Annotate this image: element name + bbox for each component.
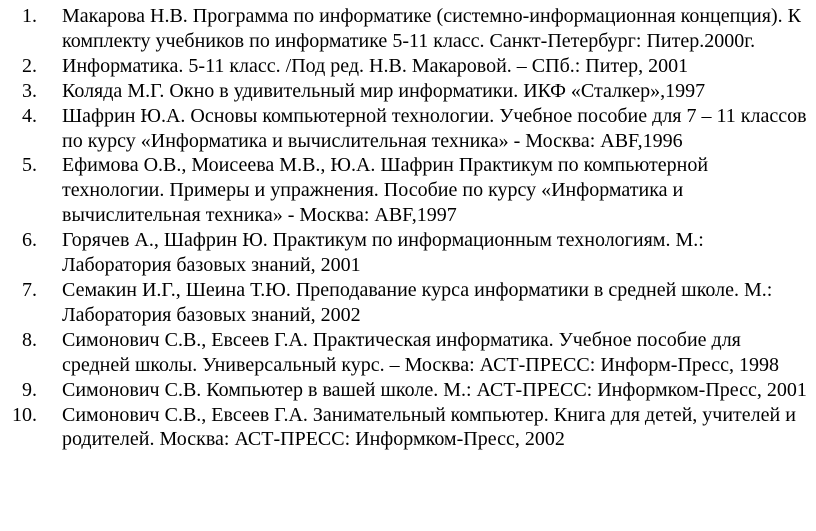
reference-text: Симонович С.В., Евсеев Г.А. Занимательный компьютер. Книга для детей, учителей и родителей. Москва: АСТ-ПРЕСС: Информком-Пресс, 2002 bbox=[62, 403, 796, 451]
reference-number: 2. bbox=[22, 54, 37, 77]
reference-text: Семакин И.Г., Шеина Т.Ю. Преподавание курса информатики в средней школе. М.: Лаборатория базовых знаний, 2002 bbox=[62, 278, 773, 326]
reference-number: 3. bbox=[22, 79, 37, 102]
reference-list bbox=[0, 4, 816, 452]
reference-item-2 bbox=[0, 54, 816, 79]
reference-number: 6. bbox=[22, 229, 37, 252]
reference-text: Симонович С.В., Евсеев Г.А. Практическая информатика. Учебное пособие для средней школы. Универсальный курс. – Москва: АСТ-ПРЕСС: Информ-Пресс, 1998 bbox=[62, 328, 780, 376]
reference-number: 9. bbox=[22, 378, 37, 401]
reference-item-10 bbox=[0, 403, 816, 453]
reference-text: Макарова Н.В. Программа по информатике (системно-информационная концепция). К комплекту учебников по информатике 5-11 класс. Санкт-Петербург: Питер.2000г. bbox=[62, 5, 801, 52]
reference-item-7 bbox=[0, 278, 816, 328]
reference-item-9 bbox=[0, 378, 816, 403]
reference-item-6 bbox=[0, 228, 816, 278]
reference-item-8 bbox=[0, 328, 816, 378]
reference-text: Коляда М.Г. Окно в удивительный мир информатики. ИКФ «Сталкер»,1997 bbox=[62, 79, 706, 102]
reference-text: Информатика. 5-11 класс. /Под ред. Н.В. Макаровой. – СПб.: Питер, 2001 bbox=[62, 54, 689, 77]
reference-text: Шафрин Ю.А. Основы компьютерной технологии. Учебное пособие для 7 – 11 классов по курсу «Информатика и вычислительная техника» - Москва: ABF,1996 bbox=[62, 104, 807, 152]
reference-item-5 bbox=[0, 153, 816, 228]
reference-text: Горячев А., Шафрин Ю. Практикум по информационным технологиям. М.: Лаборатория базовых знаний, 2001 bbox=[62, 229, 704, 277]
reference-number: 4. bbox=[22, 104, 37, 127]
reference-text: Ефимова О.В., Моисеева М.В., Ю.А. Шафрин Практикум по компьютерной технологии. Примеры и упражнения. Пособие по курсу «Информатика и вычислительная техника» - Москва: ABF,1997 bbox=[62, 154, 709, 227]
reference-text: Симонович С.В. Компьютер в вашей школе. М.: АСТ-ПРЕСС: Информком-Пресс, 2001 bbox=[62, 378, 807, 401]
reference-item-4 bbox=[0, 104, 816, 154]
reference-number: 7. bbox=[22, 278, 37, 301]
reference-item-1 bbox=[0, 4, 816, 54]
reference-number: 5. bbox=[22, 154, 37, 177]
reference-item-3 bbox=[0, 79, 816, 104]
reference-number: 8. bbox=[22, 328, 37, 351]
reference-number: 10. bbox=[12, 403, 37, 426]
reference-number: 1. bbox=[22, 5, 37, 27]
